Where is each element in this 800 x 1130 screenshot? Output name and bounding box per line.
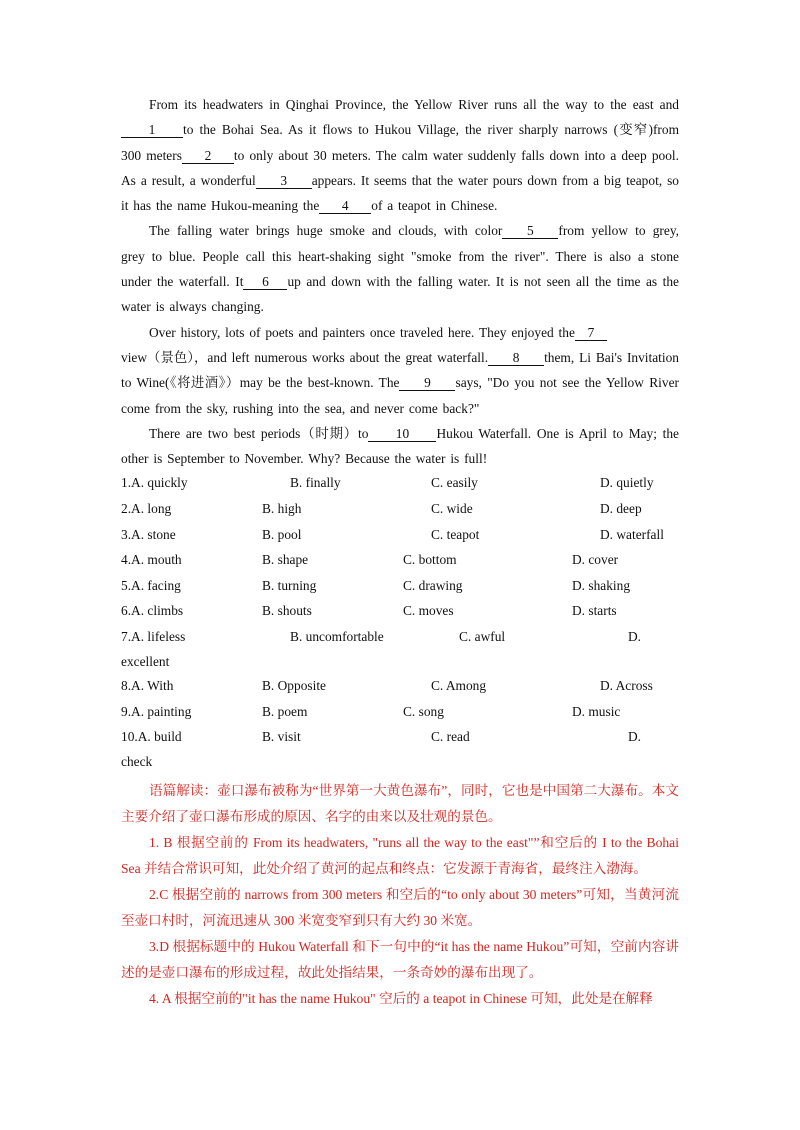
option-row-4	[121, 548, 679, 574]
option-a: 4.A. mouth	[121, 552, 182, 568]
option-c: C. moves	[403, 603, 454, 619]
option-a: 9.A. painting	[121, 703, 192, 719]
analysis-item-4: 4. A 根据空前的"it has the name Hukou" 空后的 a teapot in Chinese 可知，此处是在解释	[149, 991, 653, 1007]
answer-options	[121, 471, 679, 774]
passage-text: says, "Do you not see the Yellow River come from the sky, rushing into the sea, and never come back?"	[121, 375, 679, 416]
option-row-3	[121, 523, 679, 549]
option-c: C. Among	[431, 678, 487, 694]
option-b: B. shouts	[262, 603, 312, 619]
blank-3: 3	[256, 174, 312, 189]
option-b: B. Opposite	[262, 678, 326, 694]
option-c: C. song	[403, 703, 444, 719]
passage-text: There are two best periods（时期）to	[149, 425, 369, 441]
passage-paragraph-3	[121, 320, 679, 421]
option-d-text: check	[121, 754, 153, 770]
option-d-text: excellent	[121, 654, 170, 670]
option-d: D. cover	[572, 552, 619, 568]
passage-text: up and down with the falling water. It is not seen all the time as the water is always changing.	[121, 274, 680, 315]
blank-8: 8	[488, 351, 544, 366]
option-b: B. shape	[262, 552, 309, 568]
option-a: 5.A. facing	[121, 577, 181, 593]
analysis-item-1: 1. B 根据空前的 From its headwaters, "runs all the way to the east"”和空后的 I to the Bohai Sea 并结合常识可知，此处介绍了黄河的起点和终点：它发源于青海省，最终注入渤海。	[121, 835, 679, 877]
option-a: 2.A. long	[121, 501, 172, 517]
option-c: C. wide	[431, 501, 473, 517]
option-b: B. uncomfortable	[290, 629, 384, 645]
option-a: 10.A. build	[121, 729, 182, 745]
option-b: B. poem	[262, 703, 308, 719]
passage-text: view（景色），and left numerous works about the great waterfall.	[121, 349, 489, 365]
passage-text: of a teapot in Chinese.	[371, 198, 498, 214]
option-row-9	[121, 700, 679, 726]
option-d: D.	[628, 629, 642, 645]
option-row-7	[121, 625, 679, 674]
blank-4: 4	[319, 199, 371, 214]
option-a: 7.A. lifeless	[121, 629, 186, 645]
analysis-item-2: 2.C 根据空前的 narrows from 300 meters 和空后的“to only about 30 meters”可知，当黄河流至壶口村时，河流迅速从 300 米宽变窄到只有大约 30 米宽。	[121, 887, 679, 929]
option-c: C. read	[431, 729, 470, 745]
passage-paragraph-1	[121, 92, 679, 218]
option-d: D. Across	[600, 678, 653, 694]
option-b: B. high	[262, 501, 302, 517]
blank-10: 10	[368, 427, 436, 442]
option-b: B. turning	[262, 577, 317, 593]
blank-6: 6	[243, 275, 287, 290]
option-d: D. starts	[572, 603, 617, 619]
option-c: C. teapot	[431, 526, 480, 542]
passage-text: From its headwaters in Qinghai Province, the Yellow River runs all the way to the east and	[149, 97, 679, 112]
answer-analysis	[121, 778, 679, 1012]
option-d: D. deep	[600, 501, 642, 517]
option-d: D.	[628, 729, 642, 745]
passage-text: to only about 30 meters. The calm water suddenly falls down into a deep pool. As a result, a wonderful	[121, 147, 679, 188]
option-row-1	[121, 471, 679, 497]
option-d: D. music	[572, 703, 621, 719]
option-row-2	[121, 497, 679, 523]
blank-2: 2	[182, 149, 234, 164]
passage-text: Hukou Waterfall. One is April to May; the other is September to November. Why? Because the water is full!	[121, 425, 680, 467]
option-row-8	[121, 674, 679, 700]
passage-text: to the Bohai Sea. As it flows to Hukou Village, the river sharply narrows (变窄)from 300 meters	[121, 122, 679, 163]
option-row-6	[121, 599, 679, 625]
option-c: C. easily	[431, 475, 478, 491]
option-a: 8.A. With	[121, 678, 174, 694]
passage-paragraph-4	[121, 421, 679, 472]
option-d: D. shaking	[572, 577, 631, 593]
option-b: B. visit	[262, 729, 301, 745]
option-d: D. waterfall	[600, 526, 664, 542]
blank-1: 1	[121, 123, 183, 138]
blank-9: 9	[399, 376, 455, 391]
passage-text: them, Li Bai's Invitation to Wine(《将进酒》）may be the best-known. The	[121, 349, 680, 391]
passage-text: The falling water brings huge smoke and clouds, with color	[149, 223, 503, 239]
option-b: B. finally	[290, 475, 341, 491]
option-row-10	[121, 725, 679, 774]
option-c: C. bottom	[403, 552, 457, 568]
option-row-5	[121, 574, 679, 600]
option-a: 6.A. climbs	[121, 603, 184, 619]
option-a: 3.A. stone	[121, 526, 176, 542]
option-a: 1.A. quickly	[121, 475, 188, 491]
exam-page	[121, 92, 679, 1012]
blank-5: 5	[502, 224, 558, 239]
passage-paragraph-2	[121, 218, 679, 319]
analysis-item-3: 3.D 根据标题中的 Hukou Waterfall 和下一句中的“it has the name Hukou”可知，空前内容讲述的是壶口瀑布的形成过程，故此处指结果，一条奇妙的瀑布出现了。	[121, 939, 679, 981]
option-c: C. awful	[459, 629, 506, 645]
blank-7: 7	[575, 326, 607, 341]
passage-text: appears. It seems that the water pours down from a big teapot, so it has the name Hukou-meaning the	[121, 172, 679, 214]
option-d: D. quietly	[600, 475, 654, 491]
option-b: B. pool	[262, 526, 302, 542]
passage-text: Over history, lots of poets and painters once traveled here. They enjoyed the	[149, 324, 575, 340]
passage-text: from yellow to grey, grey to blue. People call this heart-shaking sight "smoke from the river". There is also a stone under the waterfall. It	[121, 223, 679, 290]
option-c: C. drawing	[403, 577, 463, 593]
analysis-summary: 语篇解读：壶口瀑布被称为“世界第一大黄色瀑布”，同时，它也是中国第二大瀑布。本文主要介绍了壶口瀑布形成的原因、名字的由来以及壮观的景色。	[121, 783, 679, 825]
